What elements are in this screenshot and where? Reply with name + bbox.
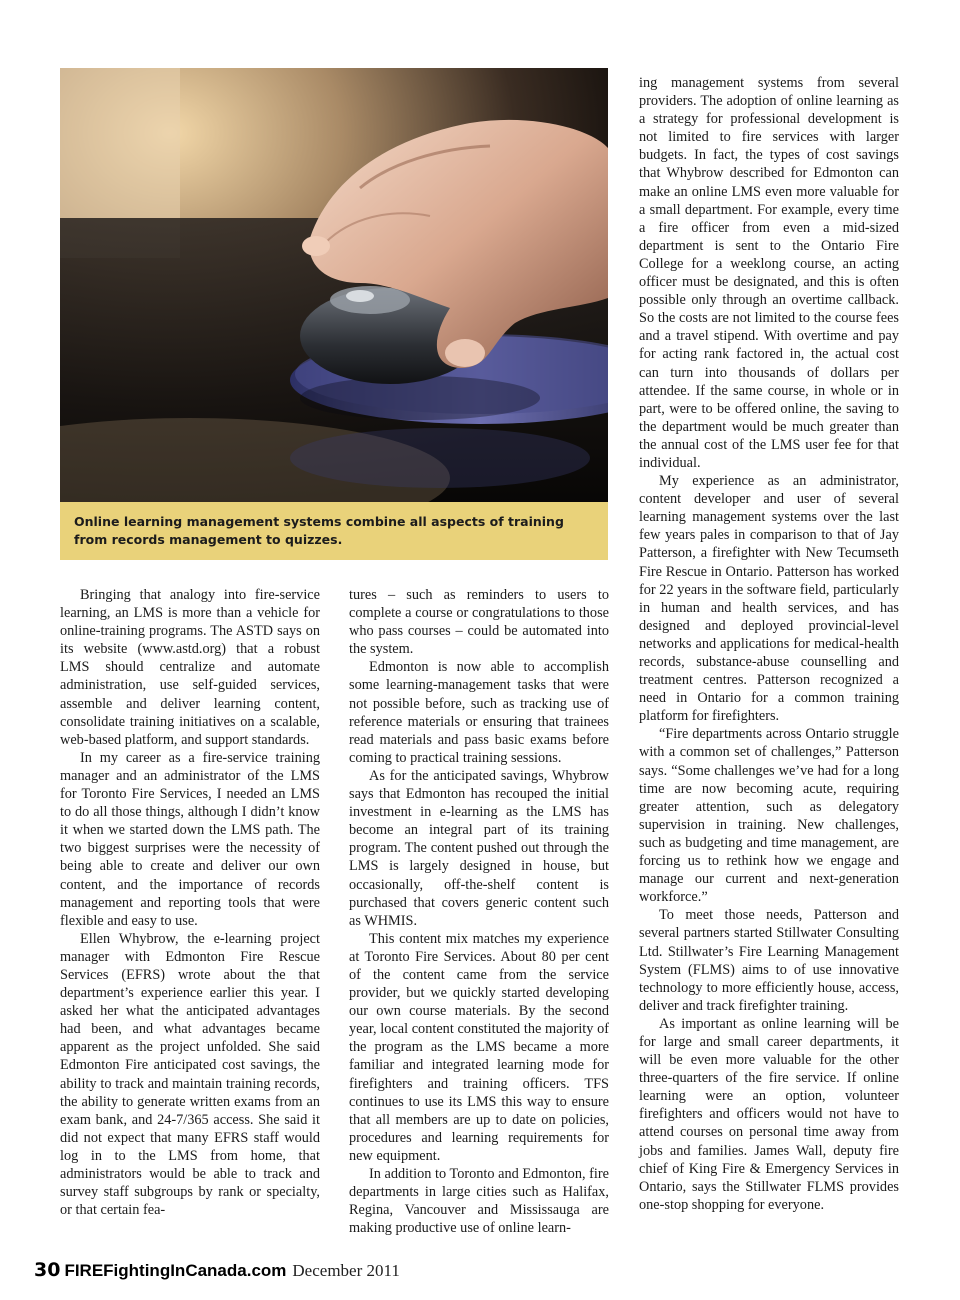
paragraph: This content mix matches my experience at Toronto Fire Services. About 80 per cent of the content came from the service provider, but we quickly started developing our own course materials. By the second year, local content constituted the majority of the program as the LMS became a more familiar and integrated learning mode for firefighters and training officers. TFS continues to use its LMS this way to ensure that all members are up to date on policies, procedures and learning requirements for new equipment. (349, 930, 609, 1164)
paragraph: ing management systems from several providers. The adoption of online learning as a strategy for professional development is not limited to fire services with larger budgets. In fact, the types of cost savings that Whybrow described for Edmonton can make an online LMS even more valuable for a small department. For example, every time a fire officer from even a mid-sized department is sent to the Ontario Fire College for a weeklong course, an acting officer must be designated, and this is often possible only through an overtime callback. So the costs are not limited to the course fees and a travel stipend. With overtime and pay for acting rank factored in, the actual cost can turn into thousands of dollars per attendee. If the same course, in whole or in part, were to be offered online, the saving to the department would be much greater than the annual cost of the LMS user fee for that individual. (639, 75, 899, 471)
article-photo (60, 68, 608, 502)
paragraph: In my career as a fire-service training manager and an administrator of the LMS for Toronto Fire Services, I needed an LMS to do all those things, although I didn’t know it when we started down the LMS path. The two biggest surprises were the necessity of being able to create and deliver our own content, and the importance of records management and reporting tools that were flexible and easy to use. (60, 749, 320, 929)
page-footer (34, 1259, 400, 1285)
paragraph: To meet those needs, Patterson and several partners started Stillwater Consulting Ltd. Stillwater’s Fire Learning Management System (FLMS) aims to of use innovative technology to more efficiently house, access, deliver and track firefighter training. (639, 907, 899, 1014)
website-name[interactable]: FIREFightingInCanada.com (64, 1261, 287, 1280)
paragraph: tures – such as reminders to users to complete a course or congratulations to those who pass courses – could be automated into the system. (349, 587, 609, 658)
paragraph: Edmonton is now able to accomplish some learning-management tasks that were not possible before, such as tracking use of reference materials or ensuring that trainees read materials and pass basic exams before coming to practical training sessions. (349, 659, 609, 766)
paragraph: As important as online learning will be for large and small career departments, it will be even more valuable for the other three-quarters of the fire service. If online learning were an option, volunteer firefighters and officers would not have to attend courses on personal time away from jobs and families. James Wall, deputy fire chief of King Fire & Emergency Services in Ontario, says the Stillwater FLMS provides one-stop shopping for everyone. (639, 1015, 899, 1213)
paragraph: “Fire departments across Ontario struggle with a common set of challenges,” Patterson says. “Some challenges we’ve had for a long time are now becoming acute, requiring greater attention, such as delegatory supervision in training. New challenges, such as budgeting and time management, are forcing us to rethink how we engage and manage our current and next-generation workforce.” (639, 726, 899, 906)
article-column-middle (349, 586, 609, 1237)
paragraph: Bringing that analogy into fire-service learning, an LMS is more than a vehicle for online-training programs. The ASTD says on its website (www.astd.org) that a robust LMS should centralize and automate administration, use self-guided services, assemble and deliver learning content, consolidate training initiatives on a scalable, web-based platform, and support standards. (60, 587, 320, 748)
paragraph: As for the anticipated savings, Whybrow says that Edmonton has recouped the initial investment in e-learning as the LMS has become an integral part of its training program. The content pushed out through the LMS is largely designed in house, but occasionally, off-the-shelf content is purchased that covers generic content such as WHMIS. (349, 767, 609, 929)
page-number: 30 (34, 1259, 61, 1281)
article-column-right (639, 74, 899, 1214)
paragraph: My experience as an administrator, content developer and user of several learning management systems over the last few years pales in comparison to that of Jay Patterson, a firefighter with New Tecumseth Fire Rescue in Ontario. Patterson has worked for 22 years in the software field, particularly in human and health services, and has designed and deployed provincial-level networks and applications for medical-health records, substance-abuse counselling and treatment centres. Patterson recognized a need in Ontario for a common training platform for firefighters. (639, 473, 899, 725)
paragraph: In addition to Toronto and Edmonton, fire departments in large cities such as Halifax, Regina, Vancouver and Mississauga are making productive use of online learn- (349, 1166, 609, 1237)
paragraph: Ellen Whybrow, the e-learning project manager with Edmonton Fire Rescue Services (EFRS) wrote about the that department’s experience earlier this year. I asked her what the anticipated advantages had been, and what advantages became apparent as the project unfolded. She said Edmonton Fire anticipated cost savings, the ability to track and maintain training records, the ability to generate written exams from an exam bank, and 24-7/365 access. She said it did not expect that many EFRS staff would log in to the LMS from home, that administrators would be able to track and survey staff subgroups by rank or specialty, or that certain fea- (60, 930, 320, 1219)
article-column-left (60, 586, 320, 1219)
issue-date: December 2011 (292, 1261, 400, 1280)
photo-caption: Online learning management systems combine all aspects of training from records management to quizzes. (60, 502, 608, 560)
hand-on-mouse-image (60, 68, 608, 502)
